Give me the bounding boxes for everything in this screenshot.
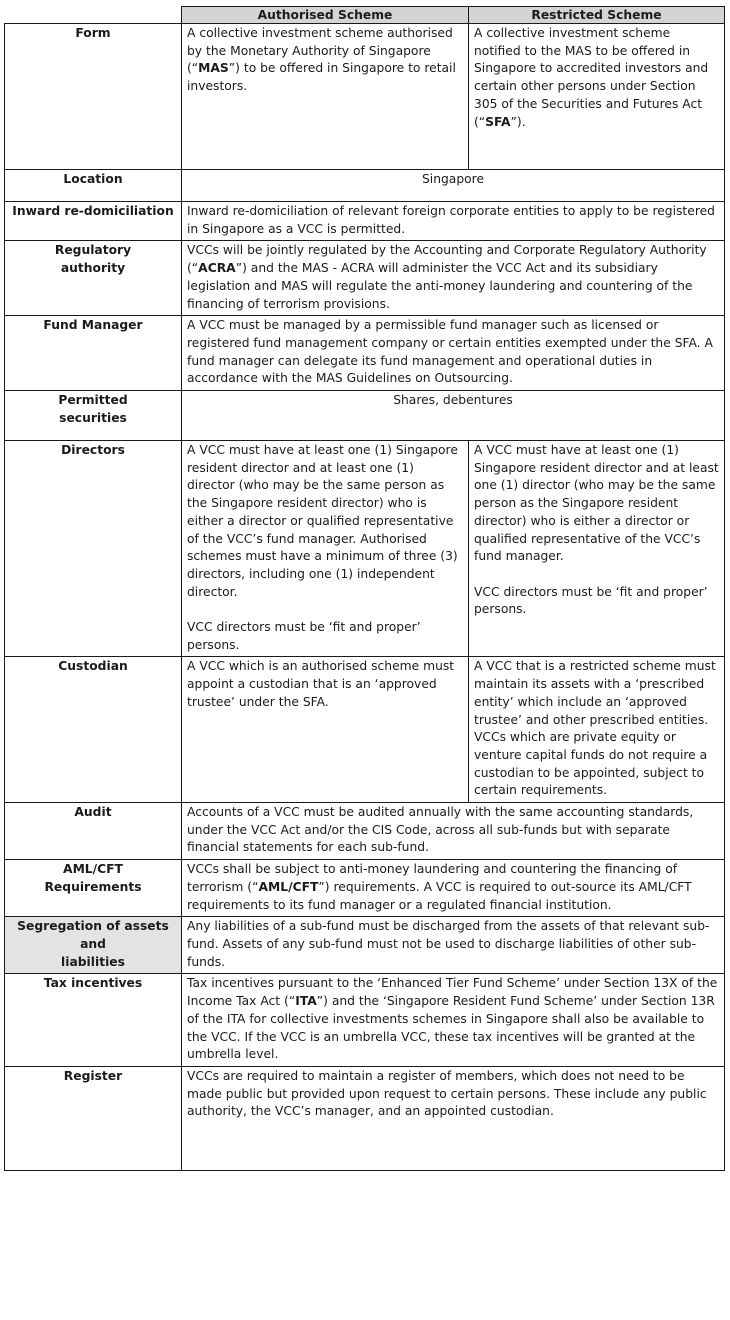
row-label-location: Location: [5, 170, 182, 202]
directors-authorised-para-2: VCC directors must be ‘fit and proper’ persons.: [187, 620, 421, 652]
row-form: [5, 24, 725, 170]
row-custodian: [5, 657, 725, 803]
row-fund-manager: [5, 316, 725, 391]
directors-restricted-para-2: VCC directors must be ‘fit and proper’ persons.: [474, 584, 708, 617]
cell-redomiciliation-value: Inward re-domiciliation of relevant foreign corporate entities to apply to be registered in Singapore as a VCC is permitted.: [182, 202, 725, 241]
cell-aml-cft-value: VCCs shall be subject to anti-money laundering and countering the financing of terrorism (“AML/CFT”) requirements. A VCC is required to out-source its AML/CFT requirements to its fund manager or a regulated financial institution.: [182, 860, 725, 917]
row-register: [5, 1066, 725, 1170]
term-mas: MAS: [198, 61, 229, 76]
cell-custodian-restricted: A VCC that is a restricted scheme must maintain its assets with a ‘prescribed entity’ which include an ‘approved trustee’ and other prescribed entities. VCCs which are private equity or venture capital funds do not require a custodian to be appointed, subject to certain requirements.: [469, 657, 725, 803]
row-label-redomiciliation: Inward re-domiciliation: [5, 202, 182, 241]
row-regulatory-authority: [5, 241, 725, 316]
term-acra: ACRA: [198, 261, 236, 276]
cell-audit-value: Accounts of a VCC must be audited annually with the same accounting standards, under the VCC Act and/or the CIS Code, across all sub-funds but with separate financial statements for each sub-fund.: [182, 803, 725, 860]
row-label-fund-manager: Fund Manager: [5, 316, 182, 391]
row-label-custodian: Custodian: [5, 657, 182, 803]
cell-custodian-authorised: A VCC which is an authorised scheme must appoint a custodian that is an ‘approved trustee’ under the SFA.: [182, 657, 469, 803]
row-audit: [5, 803, 725, 860]
row-label-directors: Directors: [5, 441, 182, 657]
row-redomiciliation: [5, 202, 725, 241]
directors-authorised-para-1: A VCC must have at least one (1) Singapore resident director and at least one (1) director (who may be the same person as the Singapore resident director) who is either a director or qualified representative of the VCC’s fund manager. Authorised schemes must have a minimum of three (3) directors, including one (1) independent director.: [187, 443, 458, 599]
cell-permitted-securities-value: Shares, debentures: [182, 391, 725, 441]
cell-directors-authorised: [182, 441, 469, 657]
directors-restricted-para-1: A VCC must have at least one (1) Singapore resident director and at least one (1) director (who may be the same person as the Singapore resident director) who is either a director or qualified representative of the VCC’s fund manager.: [474, 443, 719, 564]
cell-segregation-value: Any liabilities of a sub-fund must be discharged from the assets of that relevant sub-fund. Assets of any sub-fund must not be used to discharge liabilities of other sub-funds.: [182, 917, 725, 974]
cell-regulatory-authority-value: VCCs will be jointly regulated by the Accounting and Corporate Regulatory Authority (“ACRA”) and the MAS - ACRA will administer the VCC Act and its subsidiary legislation and MAS will regulate the anti-money laundering and countering of the financing of terrorism provisions.: [182, 241, 725, 316]
header-corner-cell: [5, 7, 182, 24]
row-directors: [5, 441, 725, 657]
column-header-restricted: Restricted Scheme: [469, 7, 725, 24]
row-label-regulatory-authority: Regulatory authority: [5, 241, 182, 316]
row-label-form: Form: [5, 24, 182, 170]
term-sfa: SFA: [485, 114, 511, 129]
cell-location-value: Singapore: [182, 170, 725, 202]
term-aml-cft: AML/CFT: [258, 879, 319, 894]
cell-form-authorised: A collective investment scheme authorised by the Monetary Authority of Singapore (“MAS”) to be offered in Singapore to retail investors.: [182, 24, 469, 170]
row-aml-cft: [5, 860, 725, 917]
cell-fund-manager-value: A VCC must be managed by a permissible fund manager such as licensed or registered fund management company or certain entities exempted under the SFA. A fund manager can delegate its fund management and operational duties in accordance with the MAS Guidelines on Outsourcing.: [182, 316, 725, 391]
row-segregation: [5, 917, 725, 974]
cell-tax-incentives-value: Tax incentives pursuant to the ‘Enhanced Tier Fund Scheme’ under Section 13X of the Income Tax Act (“ITA”) and the ‘Singapore Resident Fund Scheme’ under Section 13R of the ITA for collective investments schemes in Singapore shall also be available to the VCC. If the VCC is an umbrella VCC, these tax incentives will be granted at the umbrella level.: [182, 974, 725, 1067]
header-row: [5, 7, 725, 24]
cell-directors-restricted: [469, 441, 725, 657]
row-tax-incentives: [5, 974, 725, 1067]
column-header-authorised: Authorised Scheme: [182, 7, 469, 24]
cell-form-restricted: A collective investment scheme notified to the MAS to be offered in Singapore to accredited investors and certain other persons under Section 305 of the Securities and Futures Act (“SFA”).: [469, 24, 725, 170]
row-label-segregation: Segregation of assets and liabilities: [5, 917, 182, 974]
row-label-aml-cft: AML/CFT Requirements: [5, 860, 182, 917]
row-label-register: Register: [5, 1066, 182, 1170]
row-label-audit: Audit: [5, 803, 182, 860]
row-permitted-securities: [5, 391, 725, 441]
row-location: [5, 170, 725, 202]
cell-register-value: VCCs are required to maintain a register of members, which does not need to be made public but provided upon request to certain persons. These include any public authority, the VCC’s manager, and an appointed custodian.: [182, 1066, 725, 1170]
vcc-comparison-table: [4, 6, 725, 1171]
row-label-tax-incentives: Tax incentives: [5, 974, 182, 1067]
term-ita: ITA: [295, 994, 317, 1009]
row-label-permitted-securities: Permitted securities: [5, 391, 182, 441]
